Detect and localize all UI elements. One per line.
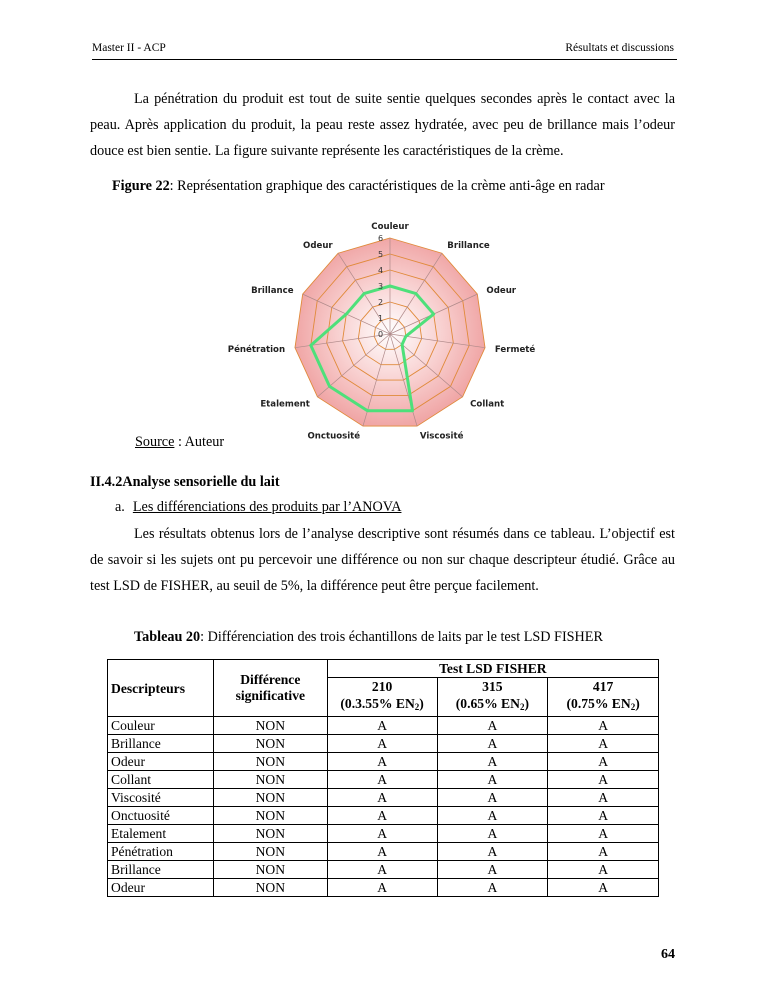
table-row bbox=[108, 753, 659, 771]
table-body bbox=[108, 717, 659, 897]
difference-cell: NON bbox=[213, 717, 327, 735]
difference-cell: NON bbox=[213, 879, 327, 897]
radar-tick-label: 6 bbox=[378, 234, 384, 243]
lsd-group-cell: A bbox=[548, 861, 659, 879]
radar-chart bbox=[220, 205, 560, 450]
source-label: Source bbox=[135, 434, 175, 450]
radar-axis-label: Odeur bbox=[303, 240, 333, 251]
table-row bbox=[108, 843, 659, 861]
lsd-group-cell: A bbox=[327, 753, 437, 771]
difference-cell: NON bbox=[213, 861, 327, 879]
difference-cell: NON bbox=[213, 807, 327, 825]
section-heading: II.4.2Analyse sensorielle du lait bbox=[90, 474, 280, 490]
lsd-group-cell: A bbox=[548, 771, 659, 789]
table-label: Tableau 20 bbox=[134, 629, 201, 645]
subsection-title: Les différenciations des produits par l’ANOVA bbox=[132, 499, 402, 515]
lsd-group-cell: A bbox=[327, 807, 437, 825]
lsd-group-cell: A bbox=[327, 735, 437, 753]
lsd-group-cell: A bbox=[437, 807, 548, 825]
header-descripteurs: Descripteurs bbox=[108, 660, 214, 717]
radar-axis-label: Brillance bbox=[251, 285, 294, 296]
header-right: Résultats et discussions bbox=[565, 42, 674, 54]
lsd-group-cell: A bbox=[437, 825, 548, 843]
lsd-group-cell: A bbox=[327, 879, 437, 897]
table-row bbox=[108, 789, 659, 807]
radar-axis-label: Collant bbox=[470, 399, 505, 410]
table-row bbox=[108, 717, 659, 735]
table-row bbox=[108, 807, 659, 825]
lsd-group-cell: A bbox=[437, 753, 548, 771]
radar-axis-label: Etalement bbox=[260, 399, 310, 410]
lsd-group-cell: A bbox=[327, 771, 437, 789]
difference-cell: NON bbox=[213, 789, 327, 807]
lsd-group-cell: A bbox=[548, 789, 659, 807]
descriptor-cell: Brillance bbox=[108, 861, 214, 879]
radar-tick-label: 5 bbox=[378, 250, 384, 259]
header-left: Master II - ACP bbox=[92, 42, 166, 54]
table-row bbox=[108, 861, 659, 879]
descriptor-cell: Pénétration bbox=[108, 843, 214, 861]
table-caption-text: : Différenciation des trois échantillons de laits par le test LSD FISHER bbox=[200, 629, 603, 645]
header-test-lsd: Test LSD FISHER bbox=[327, 660, 658, 678]
radar-tick-label: 3 bbox=[378, 282, 384, 291]
running-header bbox=[92, 42, 674, 58]
sample-header-315: 315 (0.65% $EN_2$) bbox=[437, 678, 548, 717]
lsd-group-cell: A bbox=[327, 789, 437, 807]
lsd-group-cell: A bbox=[548, 717, 659, 735]
table-caption bbox=[134, 629, 603, 646]
lsd-group-cell: A bbox=[437, 861, 548, 879]
lsd-fisher-table bbox=[107, 659, 659, 897]
descriptor-cell: Odeur bbox=[108, 753, 214, 771]
radar-tick-label: 2 bbox=[378, 298, 384, 307]
lsd-group-cell: A bbox=[437, 771, 548, 789]
lsd-group-cell: A bbox=[548, 753, 659, 771]
lsd-group-cell: A bbox=[548, 825, 659, 843]
paragraph-results: Les résultats obtenus lors de l’analyse descriptive sont résumés dans ce tableau. L’objectif est de savoir si les sujets ont pu percevoir une différence ou non sur chaque descripteur étudié. Grâce au test LSD de FISHER, au seuil de 5%, la différence peut être perçue facilement. bbox=[90, 526, 675, 594]
page-number: 64 bbox=[661, 947, 675, 962]
figure-label: Figure 22 bbox=[112, 178, 170, 194]
radar-axis-label: Viscosité bbox=[419, 431, 464, 442]
header-difference: Différence significative bbox=[213, 660, 327, 717]
descriptor-cell: Odeur bbox=[108, 879, 214, 897]
lsd-group-cell: A bbox=[437, 717, 548, 735]
radar-axis-label: Fermeté bbox=[494, 345, 536, 356]
sample-header-210: 210 (0.3.55% $EN_2$) bbox=[327, 678, 437, 717]
radar-axis-label: Onctuosité bbox=[307, 431, 361, 442]
radar-tick-label: 1 bbox=[378, 314, 384, 323]
lsd-group-cell: A bbox=[437, 843, 548, 861]
header-rule bbox=[92, 59, 677, 60]
subsection-marker: a. bbox=[115, 499, 125, 515]
descriptor-cell: Onctuosité bbox=[108, 807, 214, 825]
subsection-heading bbox=[115, 499, 401, 516]
radar-tick-label: 0 bbox=[378, 330, 384, 339]
difference-cell: NON bbox=[213, 735, 327, 753]
lsd-group-cell: A bbox=[548, 879, 659, 897]
descriptor-cell: Collant bbox=[108, 771, 214, 789]
radar-axis-label: Couleur bbox=[371, 222, 409, 232]
lsd-group-cell: A bbox=[548, 735, 659, 753]
difference-cell: NON bbox=[213, 825, 327, 843]
lsd-group-cell: A bbox=[327, 717, 437, 735]
source-text: : Auteur bbox=[174, 434, 225, 450]
lsd-group-cell: A bbox=[327, 825, 437, 843]
lsd-group-cell: A bbox=[548, 843, 659, 861]
descriptor-cell: Couleur bbox=[108, 717, 214, 735]
descriptor-cell: Viscosité bbox=[108, 789, 214, 807]
descriptor-cell: Brillance bbox=[108, 735, 214, 753]
lsd-group-cell: A bbox=[437, 735, 548, 753]
lsd-group-cell: A bbox=[327, 861, 437, 879]
radar-axis-label: Brillance bbox=[447, 240, 490, 251]
table-row bbox=[108, 825, 659, 843]
sample-header-417: 417 (0.75% $EN_2$) bbox=[548, 678, 659, 717]
lsd-group-cell: A bbox=[548, 807, 659, 825]
radar-axis-label: Pénétration bbox=[227, 345, 286, 356]
lsd-group-cell: A bbox=[437, 789, 548, 807]
lsd-group-cell: A bbox=[437, 879, 548, 897]
radar-axis-label: Odeur bbox=[486, 285, 517, 296]
figure-source bbox=[135, 434, 224, 451]
table-row bbox=[108, 879, 659, 897]
paragraph-penetration: La pénétration du produit est tout de suite sentie quelques secondes après le contact avec la peau. Après application du produit, la peau reste assez hydratée, avec peu de brillance mais l’odeur douce est bien sentie. La figure suivante représente les caractéristiques de la crème. bbox=[90, 91, 675, 159]
lsd-group-cell: A bbox=[327, 843, 437, 861]
descriptor-cell: Etalement bbox=[108, 825, 214, 843]
difference-cell: NON bbox=[213, 843, 327, 861]
figure-caption bbox=[112, 178, 605, 195]
figure-caption-text: : Représentation graphique des caractéristiques de la crème anti-âge en radar bbox=[169, 178, 605, 194]
difference-cell: NON bbox=[213, 771, 327, 789]
difference-cell: NON bbox=[213, 753, 327, 771]
radar-tick-label: 4 bbox=[378, 266, 384, 275]
table-row bbox=[108, 735, 659, 753]
table-row bbox=[108, 771, 659, 789]
